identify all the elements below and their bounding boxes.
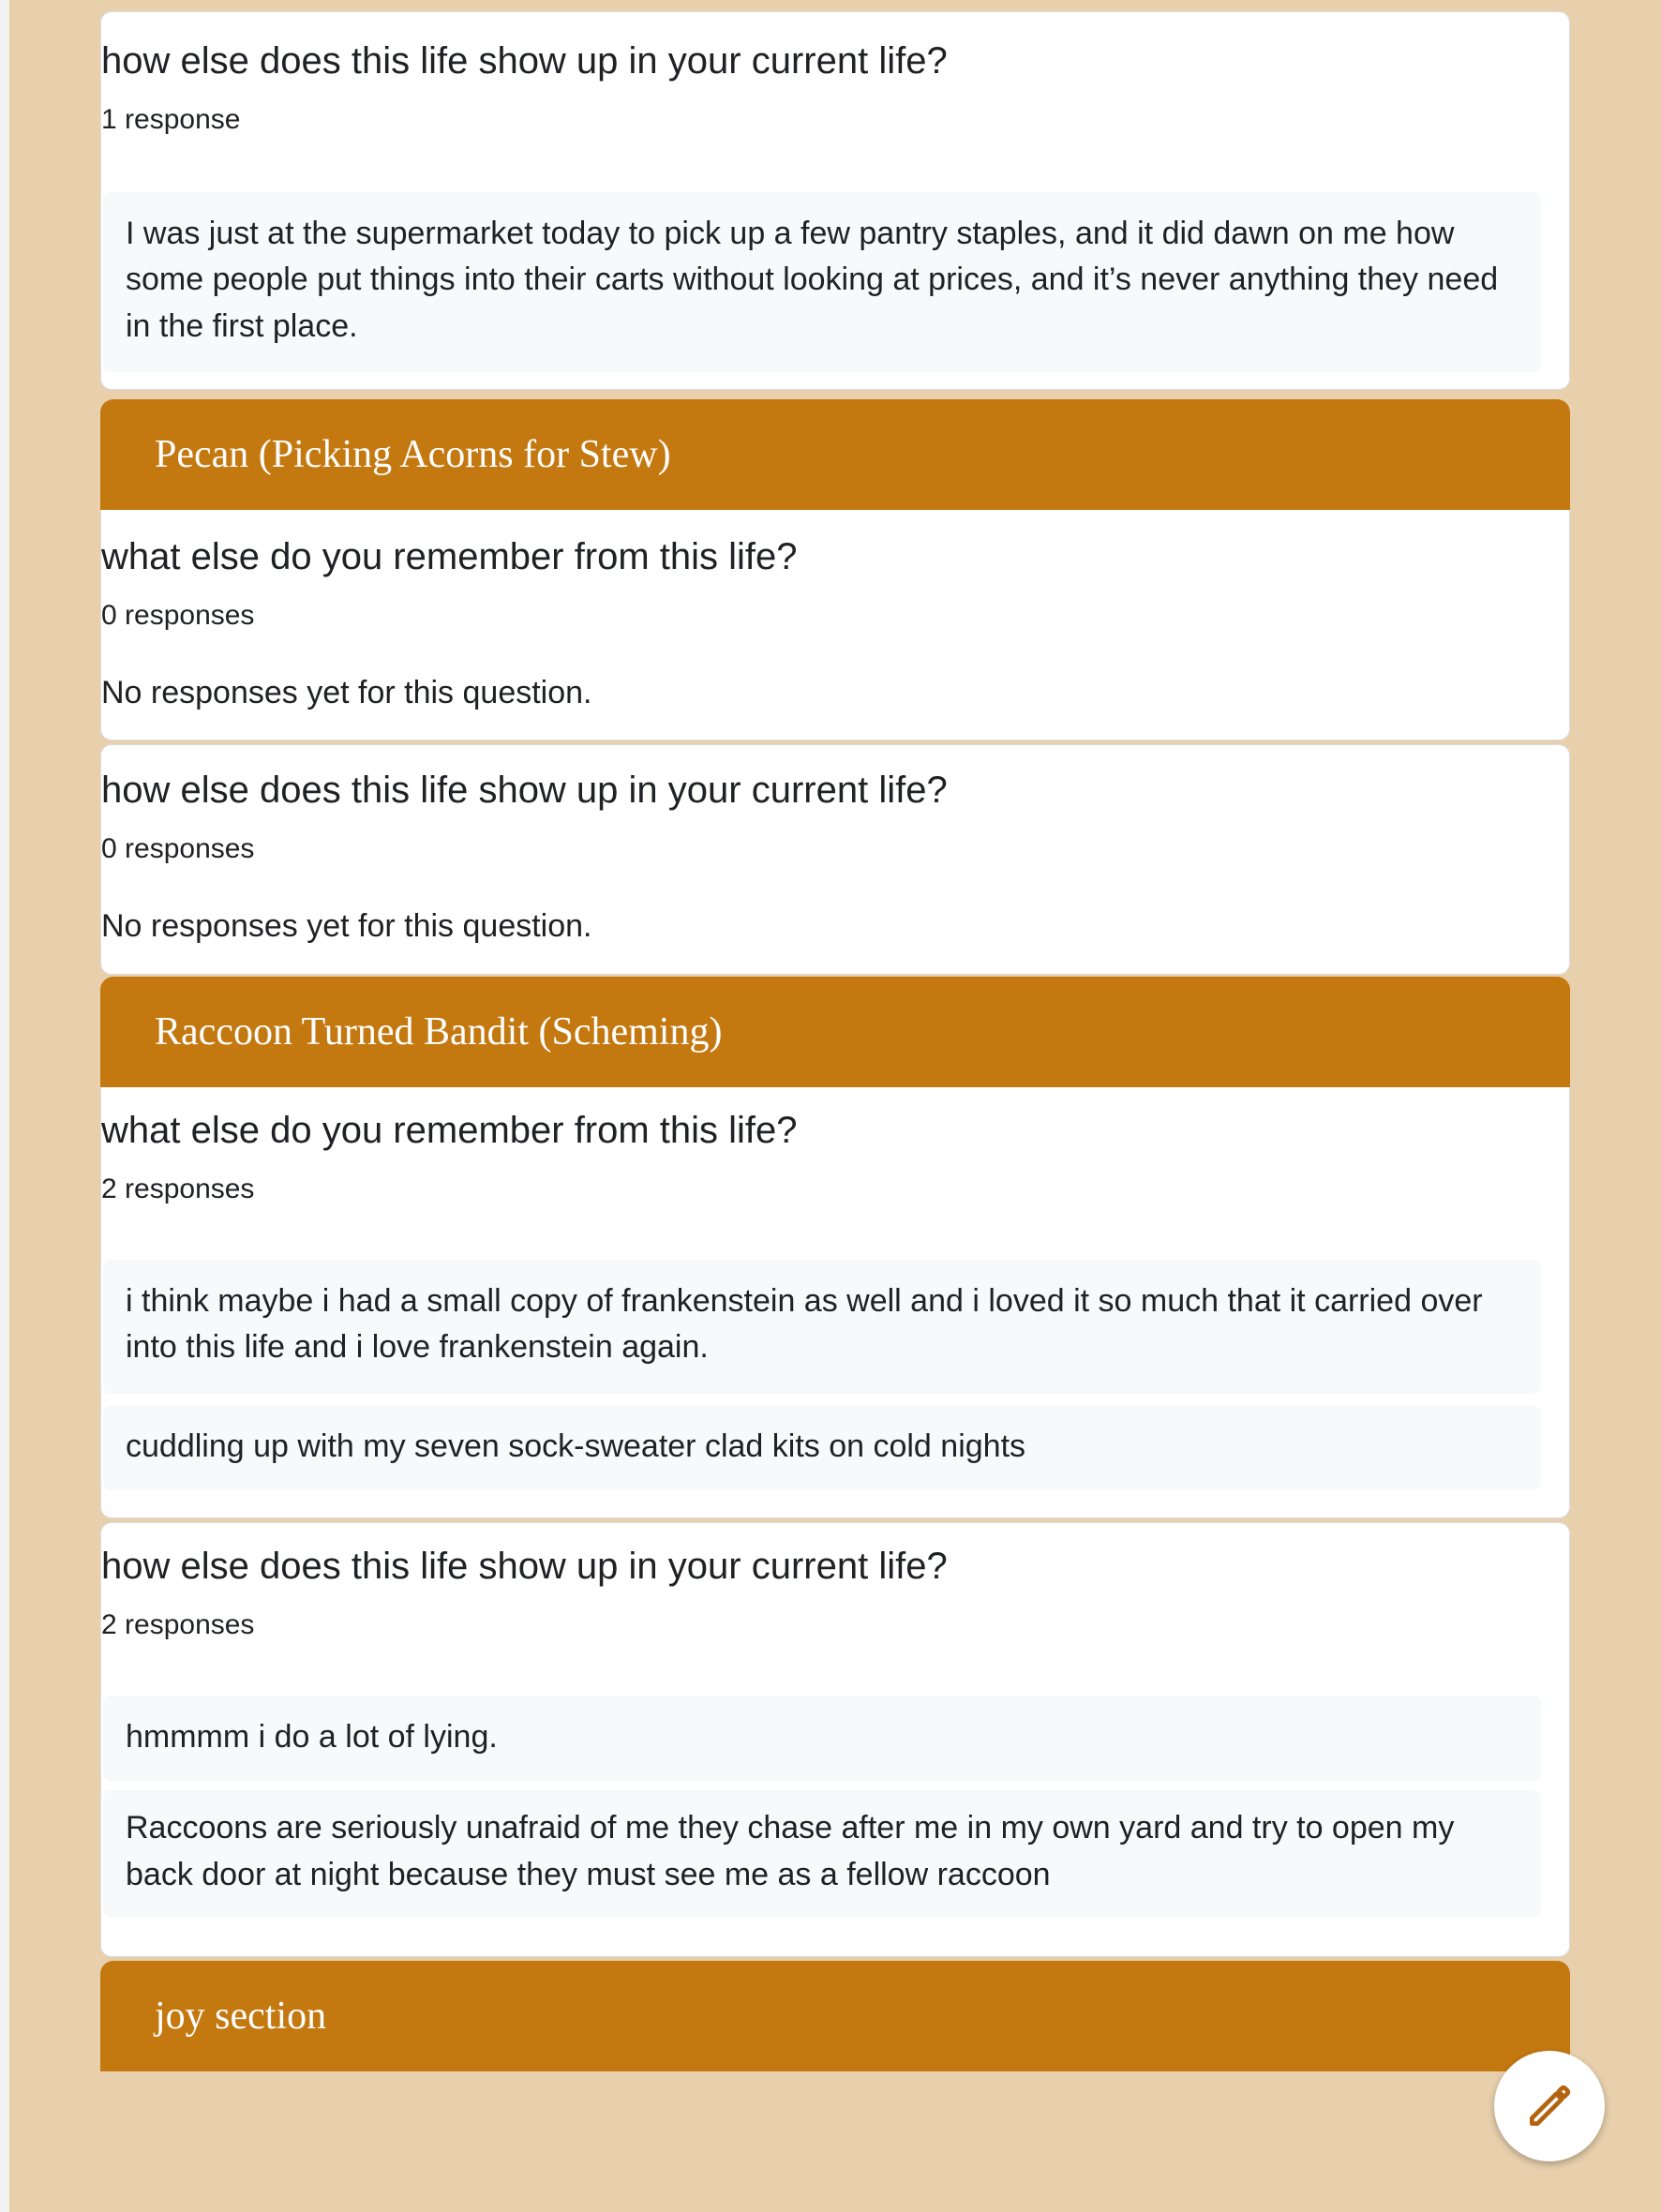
question-title: what else do you remember from this life? bbox=[101, 536, 798, 577]
response-count: 0 responses bbox=[101, 833, 255, 864]
question-card bbox=[100, 1087, 1570, 1518]
section-title: Pecan (Picking Acorns for Stew) bbox=[155, 433, 671, 476]
pencil-icon bbox=[1523, 2080, 1576, 2132]
section-header-pecan bbox=[100, 399, 1570, 510]
responses-column bbox=[100, 11, 1570, 2071]
response-item: Raccoons are seriously unafraid of me they chase after me in my own yard and try to open my back door at night because they must see me as a fellow raccoon bbox=[103, 1790, 1541, 1917]
response-item: I was just at the supermarket today to pick up a few pantry staples, and it did dawn on me how some people put things into their carts without looking at prices, and it’s never anything they need in the first place. bbox=[103, 192, 1541, 372]
question-card bbox=[100, 510, 1570, 740]
section-header-raccoon bbox=[100, 977, 1570, 1087]
no-responses-text: No responses yet for this question. bbox=[101, 675, 592, 710]
response-count: 2 responses bbox=[101, 1609, 255, 1640]
response-item: hmmmm i do a lot of lying. bbox=[103, 1696, 1541, 1781]
question-title: how else does this life show up in your current life? bbox=[101, 770, 948, 811]
question-title: what else do you remember from this life? bbox=[101, 1110, 798, 1151]
left-edge-strip bbox=[0, 0, 9, 2212]
response-count: 1 response bbox=[101, 104, 241, 135]
section-header-joy bbox=[100, 1961, 1570, 2071]
section-title: joy section bbox=[155, 1995, 327, 2038]
question-card bbox=[100, 11, 1570, 390]
no-responses-text: No responses yet for this question. bbox=[101, 908, 592, 944]
response-count: 0 responses bbox=[101, 600, 255, 631]
question-title: how else does this life show up in your current life? bbox=[101, 1546, 948, 1587]
response-item: cuddling up with my seven sock-sweater clad kits on cold nights bbox=[103, 1405, 1541, 1490]
response-count: 2 responses bbox=[101, 1173, 255, 1204]
response-item: i think maybe i had a small copy of frankenstein as well and i loved it so much that it carried over into this life and i love frankenstein again. bbox=[103, 1260, 1541, 1394]
edit-response-button[interactable] bbox=[1494, 2051, 1605, 2161]
question-title: how else does this life show up in your current life? bbox=[101, 40, 948, 82]
question-card bbox=[100, 744, 1570, 975]
section-title: Raccoon Turned Bandit (Scheming) bbox=[155, 1010, 723, 1054]
question-card bbox=[100, 1522, 1570, 1957]
